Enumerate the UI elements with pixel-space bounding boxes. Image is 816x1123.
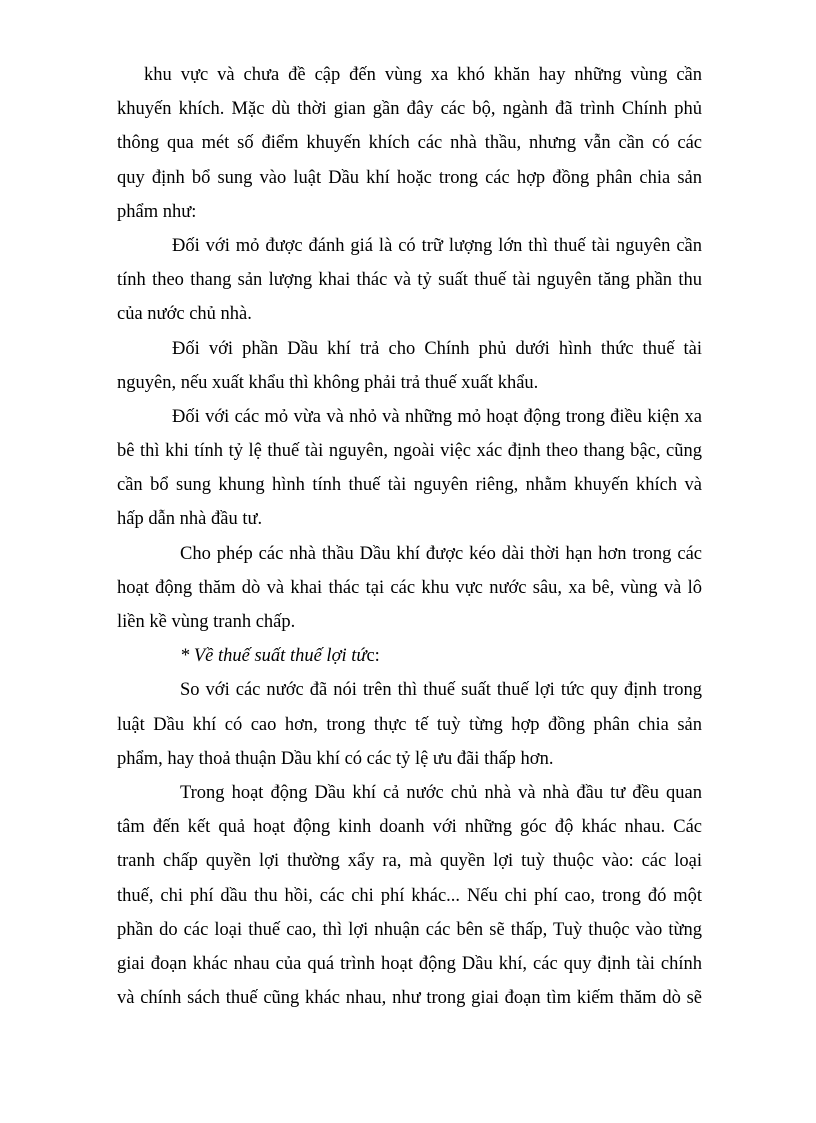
text-line: Đối với các mỏ vừa và nhỏ và những mỏ hoạt động trong điều kiện xa (172, 406, 702, 427)
text-line: tâm đến kết quả hoạt động kinh doanh với những góc độ khác nhau. Các (117, 817, 702, 838)
text-line: tranh chấp quyền lợi thường xẩy ra, mà quyền lợi tuỳ thuộc vào: các loại (117, 851, 702, 872)
section-heading (117, 639, 702, 673)
text-line: phần do các loại thuế cao, thì lợi nhuận các bên sẽ thấp, Tuỳ thuộc vào từng (117, 919, 702, 940)
text-line: của nước chủ nhà. (117, 304, 252, 325)
text-line: bê thì khi tính tỷ lệ thuế tài nguyên, ngoài việc xác định theo thang bậc, cũng (117, 441, 702, 462)
heading-line (117, 639, 702, 673)
paragraph-contract-extension (117, 537, 702, 640)
text-line: khuyến khích. Mặc dù thời gian gần đây các bộ, ngành đã trình Chính phủ (117, 99, 702, 120)
text-line: Cho phép các nhà thầu Dầu khí được kéo dài thời hạn hơn trong các (180, 543, 702, 564)
text-line: Trong hoạt động Dầu khí cả nước chủ nhà và nhà đầu tư đều quan (180, 782, 702, 803)
text-line: So với các nước đã nói trên thì thuế suất thuế lợi tức quy định trong (180, 680, 702, 701)
text-line: phẩm như: (117, 201, 197, 222)
text-line: giai đoạn khác nhau của quá trình hoạt động Dầu khí, các quy định tài chính (117, 953, 702, 974)
heading-italic: * Về thuế suất thuế lợi tứ (180, 646, 367, 667)
text-line: hấp dẫn nhà đầu tư. (117, 509, 263, 530)
text-line: khu vực và chưa đề cập đến vùng xa khó khăn hay những vùng cần (144, 65, 702, 85)
text-line: nguyên, nếu xuất khẩu thì không phải trả thuế xuất khẩu. (117, 372, 539, 393)
text-line: Đối với mỏ được đánh giá là có trữ lượng lớn thì thuế tài nguyên cần (172, 235, 702, 256)
text-line: và chính sách thuế cũng khác nhau, như trong giai đoạn tìm kiếm thăm dò sẽ (117, 988, 702, 1009)
heading-tail: c: (366, 646, 380, 667)
paragraph-government-share (117, 332, 702, 400)
paragraph-interests (117, 776, 702, 1015)
text-line: thông qua mét số điểm khuyến khích các nhà thầu, nhưng vẫn cần có các (117, 133, 702, 154)
text-line: quy định bổ sung vào luật Dầu khí hoặc trong các hợp đồng phân chia sản (117, 167, 702, 188)
text-line: thuế, chi phí dầu thu hồi, các chi phí khác... Nếu chi phí cao, trong đó một (117, 885, 702, 906)
text-line: tính theo thang sản lượng khai thác và tỷ suất thuế tài nguyên tăng phần thu (117, 270, 702, 291)
paragraph-profit-tax (117, 673, 702, 776)
paragraph-large-field (117, 229, 702, 332)
text-line: liền kề vùng tranh chấp. (117, 612, 296, 632)
paragraph-intro (117, 58, 702, 229)
text-line: cần bổ sung khung hình tính thuế tài nguyên riêng, nhằm khuyến khích và (117, 475, 702, 496)
text-line: Đối với phần Dầu khí trả cho Chính phủ dưới hình thức thuế tài (172, 338, 702, 359)
document-page (117, 58, 702, 1015)
text-line: phẩm, hay thoả thuận Dầu khí có các tỷ lệ ưu đãi thấp hơn. (117, 748, 554, 769)
text-line: hoạt động thăm dò và khai thác tại các khu vực nước sâu, xa bê, vùng và lô (117, 577, 702, 598)
paragraph-small-fields (117, 400, 702, 537)
text-line: luật Dầu khí có cao hơn, trong thực tế tuỳ từng hợp đồng phân chia sản (117, 714, 702, 735)
